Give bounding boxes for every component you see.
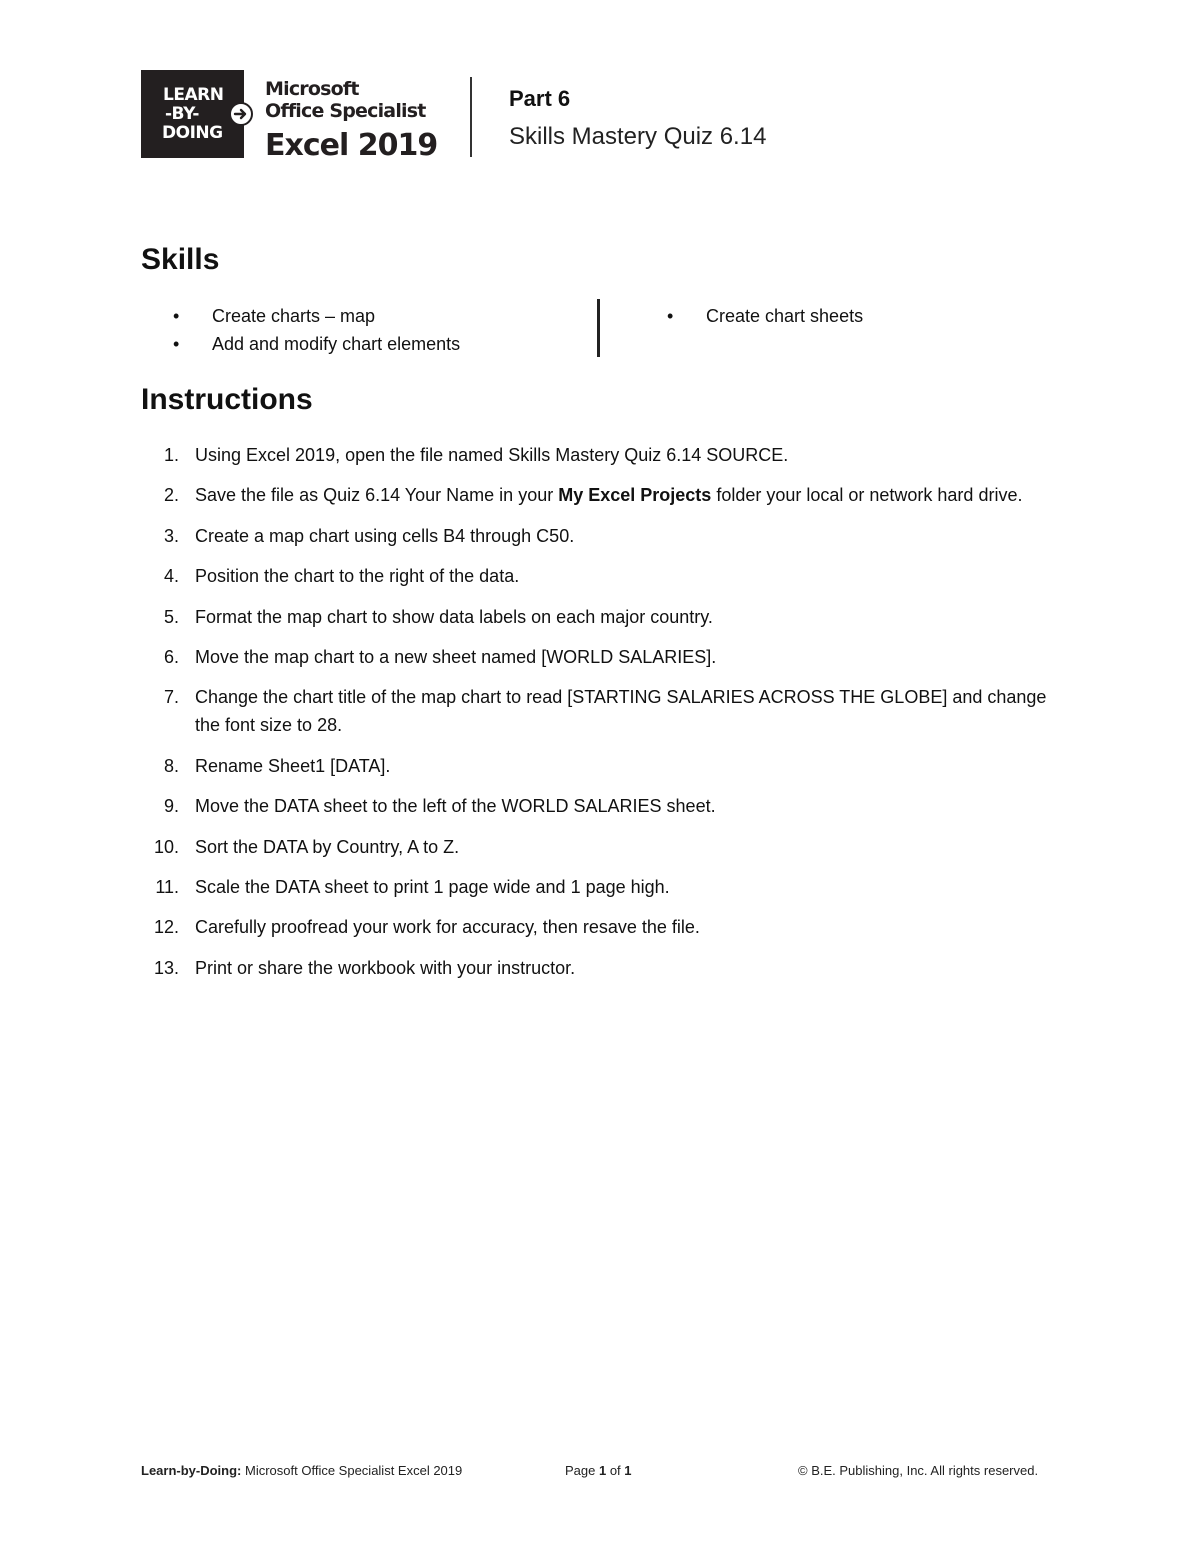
instruction-step: [141, 792, 1071, 820]
step-number: 6.: [163, 646, 179, 667]
logo-line-learn: LEARN: [163, 85, 224, 105]
bullet-icon: •: [173, 334, 180, 354]
step-number: 10.: [153, 836, 179, 857]
step-number: 5.: [163, 606, 179, 627]
page-header: [141, 70, 841, 163]
quiz-title: Skills Mastery Quiz 6.14: [509, 123, 767, 150]
step-number: 9.: [163, 796, 179, 817]
step-number: 12.: [153, 917, 179, 938]
footer-book-title: [141, 1463, 462, 1478]
step-text: Scale the DATA sheet to print 1 page wide and 1 page high.: [195, 876, 670, 897]
brand-office-specialist: Office Specialist: [265, 100, 426, 122]
instruction-step: [141, 833, 1071, 861]
instruction-step: [141, 913, 1071, 941]
bullet-icon: •: [667, 306, 674, 326]
step-number: 2.: [163, 485, 179, 506]
skills-column-divider: [597, 299, 600, 357]
brand-microsoft: Microsoft: [265, 78, 359, 100]
instruction-step: [141, 954, 1071, 982]
instruction-step: [141, 481, 1071, 509]
skills-list-left: [141, 302, 460, 358]
step-text-bold: My Excel Projects: [558, 485, 712, 506]
instruction-step: [141, 683, 1071, 739]
skills-heading: Skills: [141, 243, 220, 276]
skill-item: [635, 302, 863, 330]
skill-text: Add and modify chart elements: [212, 334, 461, 354]
instruction-step: [141, 441, 1071, 469]
footer-page-prefix: Page: [565, 1463, 599, 1478]
instructions-list: [141, 441, 1071, 994]
step-text: Move the DATA sheet to the left of the WORLD SALARIES sheet.: [195, 796, 716, 817]
step-text: Rename Sheet1 [DATA].: [195, 755, 391, 776]
footer-page-current: 1: [598, 1463, 607, 1478]
logo-line-doing: DOING: [162, 123, 223, 143]
logo-line-by: -BY-: [165, 104, 199, 124]
step-text-after: folder your local or network hard drive.: [711, 485, 1023, 506]
step-text: Create a map chart using cells B4 through C50.: [195, 525, 575, 546]
step-text: Move the map chart to a new sheet named [WORLD SALARIES].: [195, 646, 717, 667]
step-number: 13.: [153, 957, 179, 978]
header-divider: [470, 77, 472, 157]
footer-page-number: [565, 1463, 632, 1478]
step-text: Format the map chart to show data labels on each major country.: [195, 606, 713, 627]
skills-list-right: [635, 302, 863, 330]
part-label: Part 6: [509, 86, 571, 111]
step-text: Carefully proofread your work for accuracy, then resave the file.: [195, 917, 700, 938]
instructions-heading: Instructions: [141, 383, 313, 416]
skill-text: Create chart sheets: [706, 306, 864, 326]
step-number: 7.: [163, 687, 179, 708]
skill-item: [141, 302, 460, 330]
step-number: 11.: [155, 876, 179, 897]
instruction-step: [141, 562, 1071, 590]
instruction-step: [141, 522, 1071, 550]
footer-page-mid: of: [606, 1463, 625, 1478]
step-number: 1.: [163, 445, 179, 465]
footer-book-bold: Learn-by-Doing:: [141, 1463, 242, 1478]
step-text: Print or share the workbook with your instructor.: [195, 957, 576, 978]
step-text: Using Excel 2019, open the file named Skills Mastery Quiz 6.14 SOURCE.: [195, 445, 789, 465]
skill-item: [141, 330, 460, 358]
footer-book-rest: Microsoft Office Specialist Excel 2019: [241, 1463, 463, 1478]
step-number: 3.: [163, 525, 179, 546]
bullet-icon: •: [173, 306, 180, 326]
step-text: Sort the DATA by Country, A to Z.: [195, 836, 460, 857]
instruction-step: [141, 603, 1071, 631]
step-number: 8.: [163, 755, 179, 776]
arrow-right-icon: [229, 102, 253, 126]
step-number: 4.: [163, 566, 179, 587]
instruction-step: [141, 873, 1071, 901]
step-text: Change the chart title of the map chart to read [STARTING SALARIES ACROSS THE GLOBE] and change the font size to 28.: [195, 687, 1047, 736]
footer-copyright: © B.E. Publishing, Inc. All rights reserved.: [798, 1463, 1039, 1478]
step-text: Position the chart to the right of the data.: [195, 566, 520, 587]
skill-text: Create charts – map: [212, 306, 376, 326]
brand-excel-2019: Excel 2019: [265, 128, 438, 163]
step-text-before: Save the file as Quiz 6.14 Your Name in your: [195, 485, 559, 506]
instruction-step: [141, 752, 1071, 780]
instruction-step: [141, 643, 1071, 671]
footer-page-total: 1: [624, 1463, 632, 1478]
